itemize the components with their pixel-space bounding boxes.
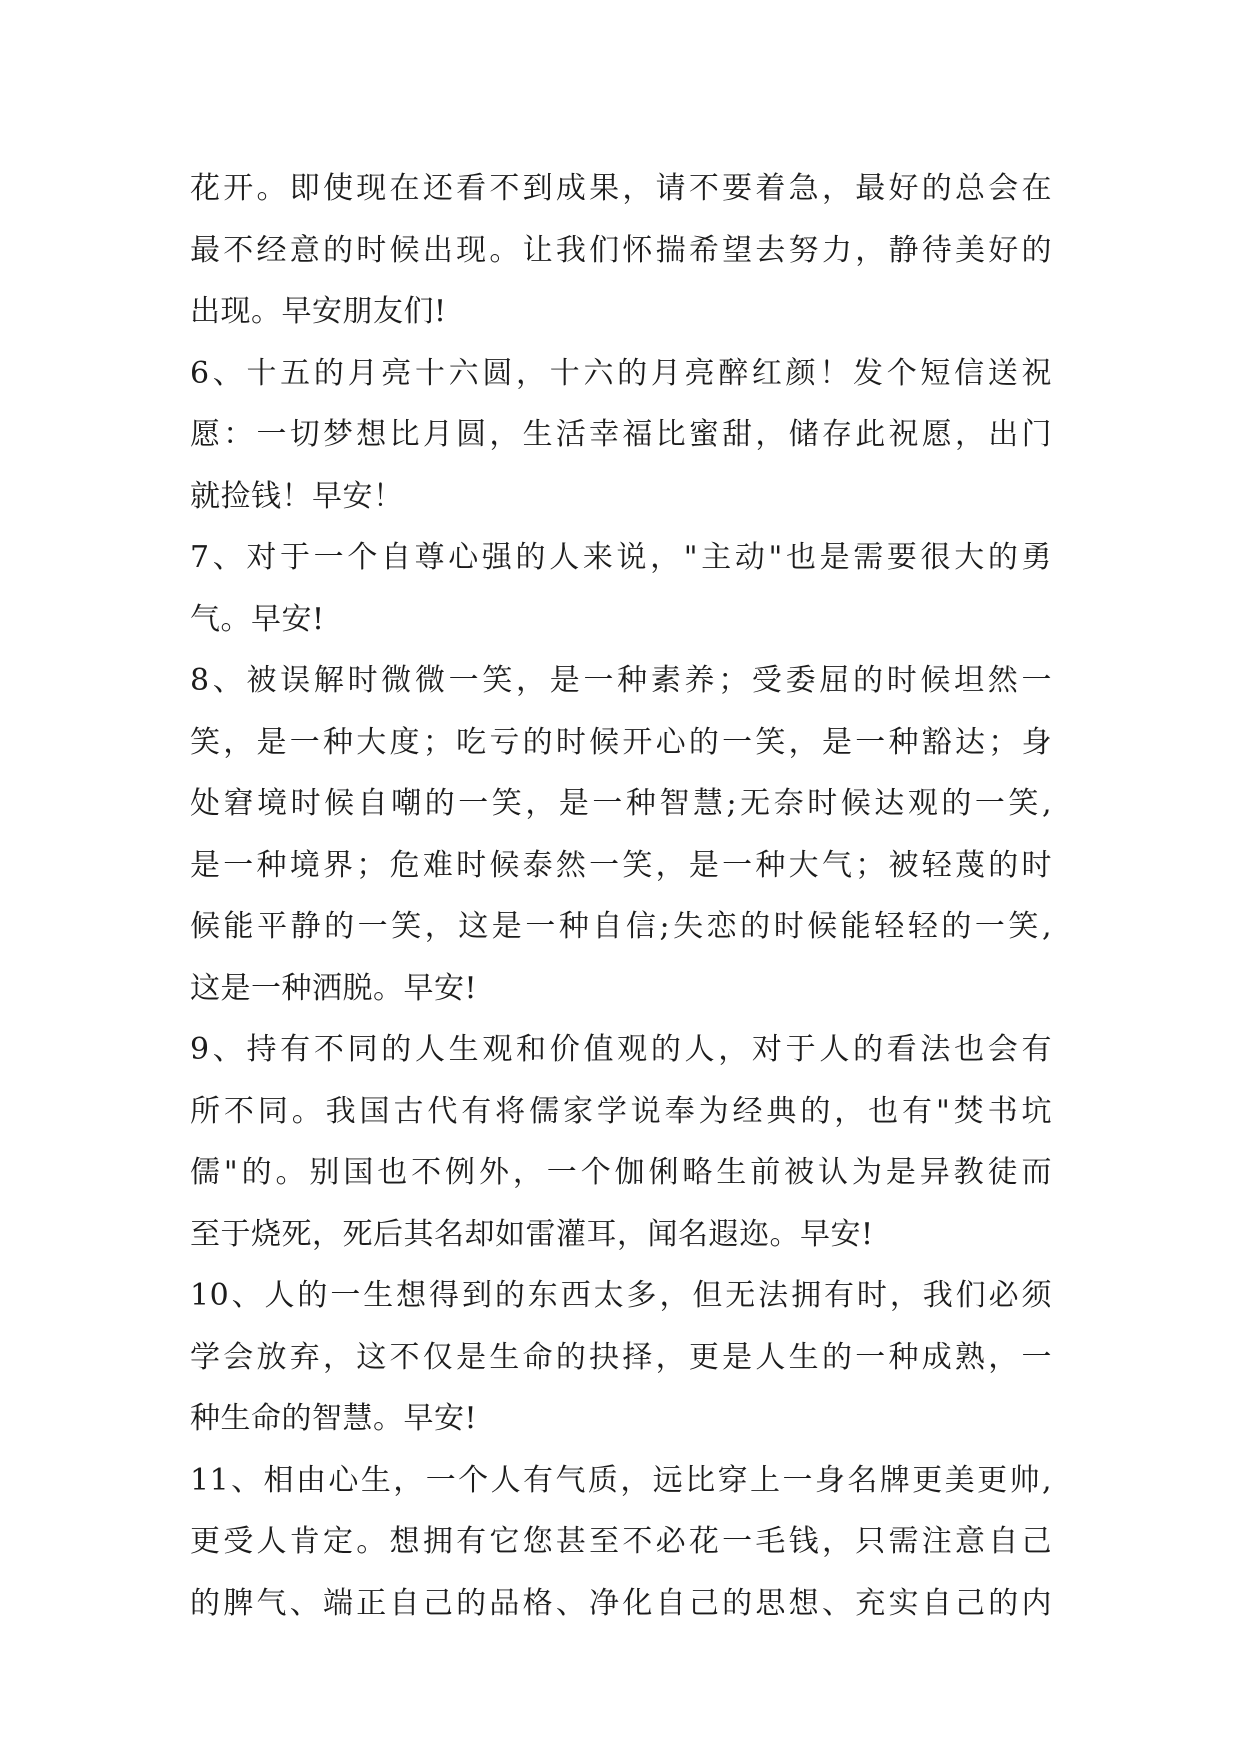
text-line: 气。早安! — [190, 601, 325, 637]
text-line: 11、相由心生，一个人有气质，远比穿上一身名牌更美更帅, — [190, 1462, 1052, 1498]
text-line: 的脾气、端正自己的品格、净化自己的思想、充实自己的内 — [190, 1585, 1052, 1621]
text-line: 6、十五的月亮十六圆，十六的月亮醉红颜！发个短信送祝 — [190, 355, 1052, 391]
text-line: 候能平静的一笑，这是一种自信;失恋的时候能轻轻的一笑, — [190, 909, 1052, 944]
text-line: 花开。即使现在还看不到成果，请不要着急，最好的总会在 — [190, 171, 1052, 206]
text-line: 处窘境时候自嘲的一笑，是一种智慧;无奈时候达观的一笑, — [190, 786, 1052, 821]
text-line: 最不经意的时候出现。让我们怀揣希望去努力，静待美好的 — [190, 232, 1052, 268]
text-line: 所不同。我国古代有将儒家学说奉为经典的，也有"焚书坑 — [190, 1093, 1052, 1129]
document-body — [190, 158, 1052, 1634]
text-line: 至于烧死，死后其名却如雷灌耳，闻名遐迩。早安! — [190, 1216, 874, 1252]
text-line: 更受人肯定。想拥有它您甚至不必花一毛钱，只需注意自己 — [190, 1524, 1052, 1559]
text-line: 儒"的。别国也不例外，一个伽俐略生前被认为是异教徒而 — [190, 1155, 1052, 1190]
text-line: 学会放弃，这不仅是生命的抉择，更是人生的一种成熟，一 — [190, 1339, 1052, 1375]
text-line: 是一种境界；危难时候泰然一笑，是一种大气；被轻蔑的时 — [190, 847, 1052, 883]
text-line: 8、被误解时微微一笑，是一种素养；受委屈的时候坦然一 — [190, 663, 1052, 698]
text-line: 笑，是一种大度；吃亏的时候开心的一笑，是一种豁达；身 — [190, 724, 1052, 760]
text-line: 种生命的智慧。早安! — [190, 1401, 478, 1436]
text-line: 愿：一切梦想比月圆，生活幸福比蜜甜，储存此祝愿，出门 — [190, 417, 1052, 452]
text-line: 这是一种洒脱。早安! — [190, 970, 478, 1006]
text-line: 出现。早安朋友们! — [190, 294, 447, 329]
text-line: 10、人的一生想得到的东西太多，但无法拥有时，我们必须 — [190, 1278, 1052, 1313]
text-line: 就捡钱！早安！ — [190, 478, 404, 514]
text-line: 7、对于一个自尊心强的人来说，"主动"也是需要很大的勇 — [190, 540, 1052, 575]
text-line: 9、持有不同的人生观和价值观的人，对于人的看法也会有 — [190, 1032, 1052, 1067]
